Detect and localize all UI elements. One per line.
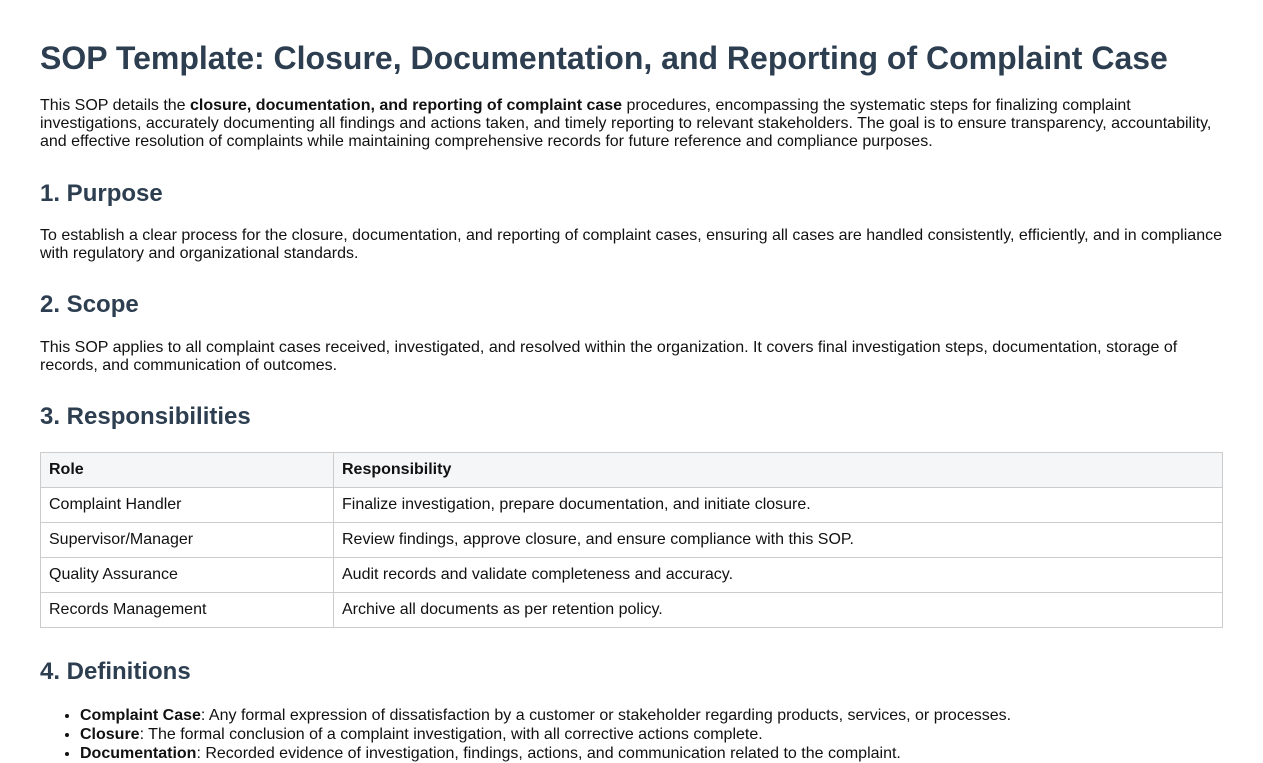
purpose-heading: 1. Purpose <box>40 180 163 207</box>
column-header-responsibility: Responsibility <box>334 453 1223 488</box>
role-cell: Records Management <box>41 593 334 628</box>
list-item <box>80 744 1223 763</box>
table-row <box>41 558 1223 593</box>
list-item <box>80 725 1223 744</box>
table-row <box>41 593 1223 628</box>
role-cell: Supervisor/Manager <box>41 523 334 558</box>
responsibilities-heading: 3. Responsibilities <box>40 403 251 430</box>
definitions-heading: 4. Definitions <box>40 658 191 685</box>
definition-term: Complaint Case <box>80 707 201 724</box>
intro-paragraph <box>40 97 1223 151</box>
responsibilities-table <box>40 452 1223 628</box>
intro-bold: closure, documentation, and reporting of complaint case <box>190 97 623 114</box>
responsibility-cell: Review findings, approve closure, and ensure compliance with this SOP. <box>334 523 1223 558</box>
table-row <box>41 488 1223 523</box>
table-header-row <box>41 453 1223 488</box>
definition-text: : The formal conclusion of a complaint investigation, with all corrective actions complete. <box>139 726 763 743</box>
page-title: SOP Template: Closure, Documentation, and Reporting of Complaint Case <box>40 40 1168 76</box>
scope-heading: 2. Scope <box>40 291 139 318</box>
definition-term: Documentation <box>80 745 197 762</box>
list-item <box>80 706 1223 725</box>
definition-text: : Any formal expression of dissatisfaction by a customer or stakeholder regarding products, services, or processes. <box>200 707 1012 724</box>
responsibility-cell: Finalize investigation, prepare documentation, and initiate closure. <box>334 488 1223 523</box>
definition-text: : Recorded evidence of investigation, findings, actions, and communication related to the complaint. <box>196 745 901 762</box>
intro-lead: This SOP details the <box>40 97 190 114</box>
role-cell: Quality Assurance <box>41 558 334 593</box>
column-header-role: Role <box>41 453 334 488</box>
definition-term: Closure <box>80 726 140 743</box>
role-cell: Complaint Handler <box>41 488 334 523</box>
responsibility-cell: Archive all documents as per retention policy. <box>334 593 1223 628</box>
purpose-text: To establish a clear process for the closure, documentation, and reporting of complaint cases, ensuring all cases are handled consistently, efficiently, and in compliance with regulatory and organizational standards. <box>40 227 1222 262</box>
scope-text: This SOP applies to all complaint cases received, investigated, and resolved within the organization. It covers final investigation steps, documentation, storage of records, and communication of outcomes. <box>40 339 1178 374</box>
responsibility-cell: Audit records and validate completeness and accuracy. <box>334 558 1223 593</box>
definitions-list <box>40 706 1223 763</box>
intro-rest: procedures, encompassing the systematic steps for finalizing complaint investigations, accurately documenting all findings and actions taken, and timely reporting to relevant stakeholders. The goal is to ensure transparency, accountability, and effective resolution of complaints while maintaining comprehensive records for future reference and compliance purposes. <box>40 97 1212 150</box>
table-row <box>41 523 1223 558</box>
